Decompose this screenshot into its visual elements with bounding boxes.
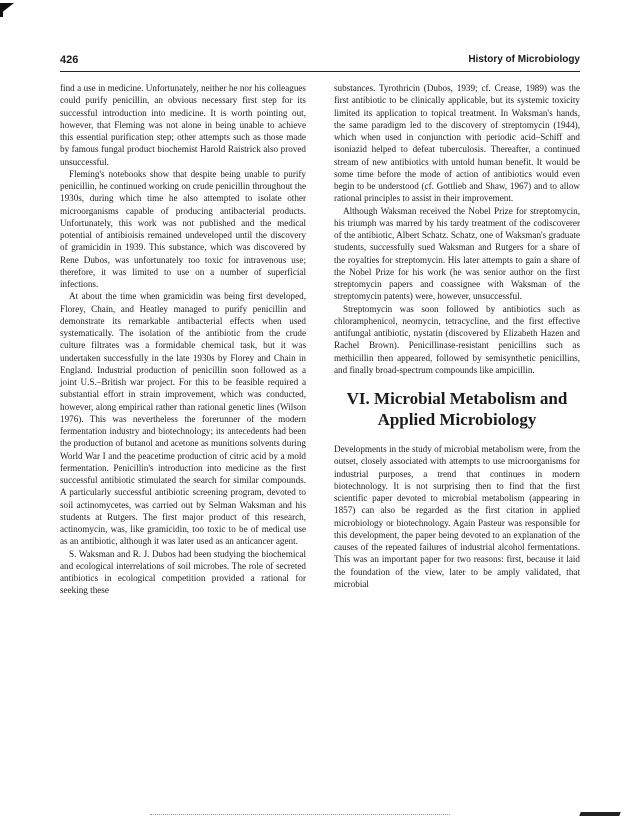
paragraph: Streptomycin was soon followed by antibiotics such as chloramphenicol, neomycin, tetracycline, and the first effective antifungal antibiotic, nystatin (discovered by Elizabeth Hazen and Rachel Brown). Penicillinase-resistant penicillins such as methicillin then appeared, followed by semisynthetic penicillins, and finally broad-spectrum compounds like ampicillin. (334, 303, 580, 375)
page-number: 426 (60, 54, 79, 66)
header-rule (60, 71, 580, 72)
right-column (334, 82, 580, 590)
section-heading-line-1: VI. Microbial Metabolism and (346, 389, 568, 408)
paragraph: S. Waksman and R. J. Dubos had been studying the biochemical and ecological interrelations of soil microbes. The role of secreted antibiotics in ecological competition provided a rational for seeking these (60, 548, 306, 596)
left-column (60, 82, 306, 597)
paragraph: Developments in the study of microbial metabolism were, from the outset, closely associated with attempts to use microorganisms for industrial purposes, a trend that continues in modern biotechnology. It is not surprising then to find that the first scientific paper devoted to microbial metabolism (appearing in 1857) can also be regarded as the first citation in applied microbiology or biotechnology. Again Pasteur was responsible for this development, the paper being devoted to an explanation of the causes of the repeated failures of industrial alcohol fermentations. This was an important paper for two reasons: first, because it laid the foundation of the view, later to be amply validated, that microbial (334, 444, 580, 589)
paragraph: At about the time when gramicidin was being first developed, Florey, Chain, and Heatley managed to purify penicillin and demonstrate its remarkable antibacterial effects when used systematically. The isolation of the antibiotic from the crude culture filtrates was a formidable chemical task, but it was undertaken successfully in the late 1930s by Florey and Chain in England. Industrial production of penicillin soon followed as a joint U.S.–British war project. For this to be feasible required a substantial effort in strain improvement, which was conducted, however, along empirical rather than rational genetic lines (Wilson 1976). This was nevertheless the forerunner of the modern fermentation industry and biotechnology; its antecedents had been the production of butanol and acetone as munitions solvents during World War I and the peacetime production of citric acid by a mold fermentation. Penicillin's introduction into medicine as the first successful antibiotic stimulated the search for similar compounds. A particularly successful antibiotic screening program, devoted to soil actinomycetes, was carried out by Selman Waksman and his students at Rutgers. The first major product of this research, actinomycin, was, like gramicidin, too toxic to be of medical use as an antibiotic, although it was later used as an anticancer agent. (60, 291, 306, 547)
paragraph: Although Waksman received the Nobel Prize for streptomycin, his triumph was marred by his tardy treatment of the codiscoverer of the antibiotic, Albert Schatz. Schatz, one of Waksman's graduate students, successfully sued Waksman and Rutgers for a share of the royalties for streptomycin. His later attempts to gain a share of the Nobel Prize for his work (he was senior author on the first streptomycin papers and coassignee with Waksman of the streptomycin patents) were, however, unsuccessful. (334, 205, 580, 302)
footer-mark (579, 812, 620, 816)
corner-crop-mark (0, 3, 14, 14)
page-header (60, 54, 580, 68)
paragraph: find a use in medicine. Unfortunately, neither he nor his colleagues could purify penicillin, an obvious necessary first step for its successful introduction into medicine. It is worth pointing out, however, that Fleming was not alone in being unable to achieve this essential purification step; other attempts such as those made by famous fungal product biochemist Harold Raistrick also proved unsuccessful. (60, 83, 306, 167)
section-heading-line-2: Applied Microbiology (377, 410, 537, 429)
running-title: History of Microbiology (468, 54, 580, 65)
footer-scan-line (150, 814, 450, 816)
section-heading (334, 388, 580, 430)
paragraph: substances. Tyrothricin (Dubos, 1939; cf. Crease, 1989) was the first antibiotic to be clinically applicable, but its systemic toxicity limited its application to topical treatment. In Waksman's hands, the same paradigm led to the discovery of streptomycin (1944), which when used in conjunction with periodic acid–Schiff and isoniazid helped to defeat tuberculosis. Thereafter, a continued stream of new antibiotics with untold human benefit. It would be some time before the mode of action of antibiotics would even begin to be understood (cf. Gottlieb and Shaw, 1967) and to allow rational principles to assist in their improvement. (334, 83, 580, 204)
paragraph: Fleming's notebooks show that despite being unable to purify penicillin, he continued working on crude penicillin throughout the 1930s, during which time he also attempted to isolate other microorganisms capable of producing antibacterial products. Unfortunately, this work was not published and the medical potential of antibioisis remained undeveloped until the discovery of gramicidin in 1939. This substance, which was discovered by Rene Dubos, was unfortunately too toxic for intravenous use; therefore, it was limited to use on a number of superficial infections. (60, 168, 306, 289)
